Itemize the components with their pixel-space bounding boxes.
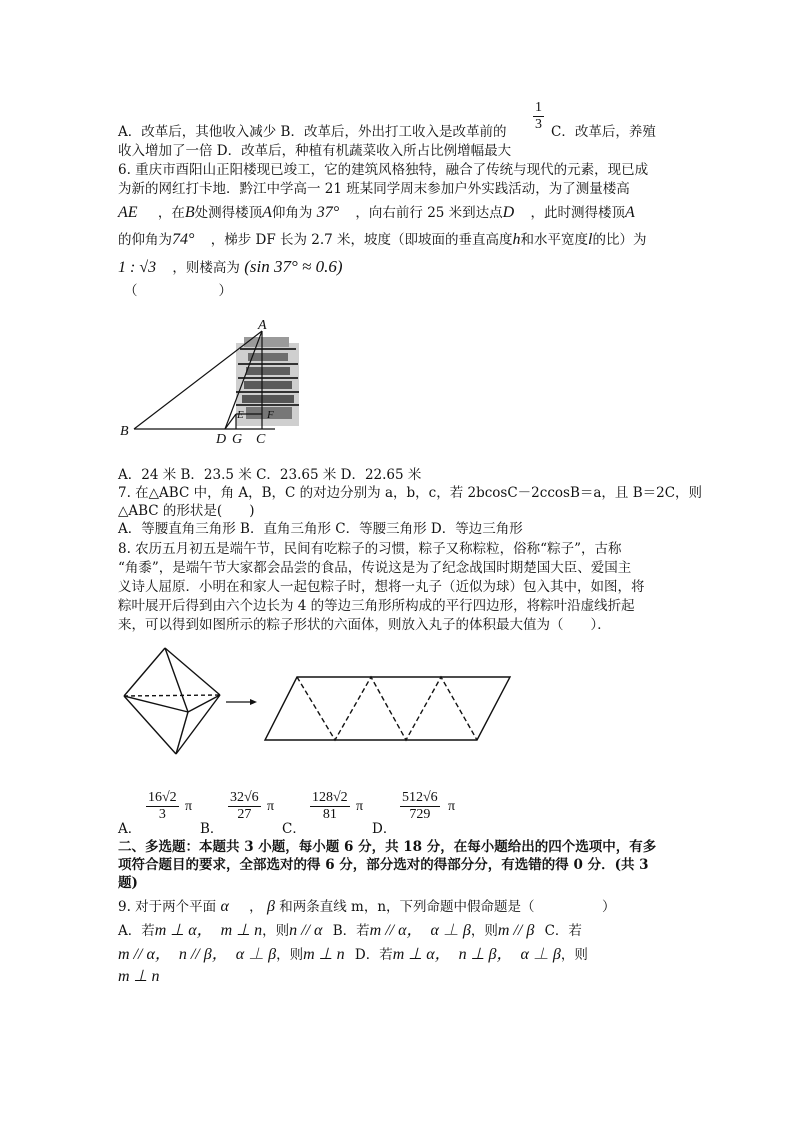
var-h: h [512,231,521,248]
q9-opt-A-label: A．若 [118,923,155,939]
line-DF [225,414,236,429]
q5-options-c [551,123,656,141]
label-E: E [237,409,244,421]
var-B: B [184,204,195,221]
slope-ratio: 1 : √3 [118,259,157,276]
q6-line4 [118,231,646,249]
math: m ⊥ n [118,968,160,985]
section2-line2: 项符合题目的要求，全部选对的得 6 分，部分选对的得部分分，有选错的得 0 分．(共 3 [118,857,649,873]
q8-zongzi-figure [110,640,530,760]
q9-text: ，则 [276,947,304,963]
q7-line2: △ABC 的形状是( ) [118,503,255,519]
q9-line-options-3 [118,968,160,986]
pi-symbol: π [267,799,275,814]
q7-line1: 7. 在△ABC 中，角 A，B，C 的对边分别为 a，b，c，若 2bcosC－2ccosB＝a，且 B＝2C，则 [118,485,703,501]
q9-text: ，则 [560,947,588,963]
frac-den: 27 [237,807,252,822]
var-A: A [262,204,272,221]
arrow-icon [226,699,257,705]
math: ， α ⊥ β [496,946,561,963]
frac-den: 81 [322,807,337,822]
q6-text: ，梯步 DF 长为 2.7 米，坡度（即坡面的垂直高度 [210,232,513,248]
frac-den: 3 [158,807,166,822]
q8-line2: “角黍”，是端午节大家都会品尝的食品，传说这是为了纪念战国时期楚国大臣、爱国主 [118,560,632,576]
q6-text: ，向右前行 25 米到达点 [355,205,503,221]
q8-opt-C-label: C． [282,821,306,837]
q9-text: ，则 [470,923,498,939]
q6-text: 处测得楼顶 [194,205,263,221]
q5-option-c-text: C．改革后，养殖 [551,124,656,140]
sin-approx: (sin 37° ≈ 0.6) [244,257,343,276]
q6-line2: 为新的网红打卡地．黔江中学高一 21 班某同学周末参加户外实践活动，为了测量楼高 [118,181,630,197]
q6-text: 的比）为 [592,232,647,248]
q9-line-options-2 [118,946,588,964]
q5-options-line2: 收入增加了一倍 D．改革后，种植有机蔬菜收入所占比例增幅最大 [118,143,512,159]
q8-opt-A-frac [146,790,179,823]
q9-text: ， [249,899,263,915]
q6-text: 和水平宽度 [520,232,589,248]
math: m // α [118,946,155,963]
section2-line1: 二、多选题：本题共 3 小题，每小题 6 分，共 18 分，在每小题给出的四个选项中，有多 [118,839,657,855]
frac-num: 128√2 [312,790,348,805]
q8-opt-D-label: D． [372,821,397,837]
math: ， α ⊥ β [406,922,471,939]
label-B: B [120,424,129,439]
label-D: D [216,432,227,447]
frac-num: 16√2 [148,790,177,805]
var-l: l [588,231,593,248]
math: n // α [289,922,323,939]
q6-text: ，在 [157,205,185,221]
math: ， n // β [154,946,212,963]
math: m // α [369,922,407,939]
math: m ⊥ n [303,946,345,963]
q5-fraction-den: 3 [535,117,542,132]
pi-symbol: π [448,799,456,814]
pi-symbol: π [356,799,364,814]
q9-text: 和两条直线 m，n，下列命题中假命题是（ ） [279,899,616,915]
q5-options-a-b: A．改革后，其他收入减少 B．改革后，外出打工收入是改革前的 [118,124,507,140]
var-beta: β [266,898,275,915]
angle-74: 74° [172,231,195,248]
hexahedron [124,648,220,754]
frac-num: 32√6 [230,790,259,805]
q8-line3: 义诗人屈原．小明在和家人一起包粽子时，想将一丸子（近似为球）包入其中，如图，将 [118,579,645,595]
math: m ⊥ α [154,922,197,939]
q6-text: ，此时测得楼顶 [530,205,626,221]
q6-tower-figure [110,315,310,450]
pi-symbol: π [185,799,193,814]
q6-text: 的仰角为 [118,232,172,248]
math: m ⊥ α [392,946,435,963]
q6-line3 [118,204,635,222]
q9-stem [118,898,616,916]
label-A: A [258,318,267,333]
q9-opt-C-label: C．若 [544,923,582,939]
parallelogram-net [265,677,510,740]
q8-opt-C-frac [310,790,350,823]
angle-37: 37° [316,204,340,221]
q6-answer-paren: （ ） [124,283,232,299]
q5-options-line1 [118,123,506,141]
math: m // β [497,922,535,939]
q9-opt-B-label: B．若 [332,923,370,939]
q8-line1: 8. 农历五月初五是端午节，民间有吃粽子的习惯，粽子又称粽粒，俗称“粽子”，古称 [118,541,622,557]
label-C: C [256,432,266,447]
q8-opt-A-label: A． [118,821,142,837]
q6-line5 [118,258,343,277]
label-F: F [267,409,274,421]
q6-line1: 6. 重庆市酉阳山正阳楼现已竣工，它的建筑风格独特，融合了传统与现代的元素，现已成 [118,162,649,178]
q9-text: ，则 [262,923,290,939]
q6-options: A．24 米 B．23.5 米 C．23.65 米 D．22.65 米 [118,467,422,483]
math: ， m ⊥ n [196,922,263,939]
label-G: G [232,432,243,447]
q8-line4: 粽叶展开后得到由六个边长为 4 的等边三角形所构成的平行四边形，将粽叶沿虚线折起 [118,598,635,614]
q8-line5: 来，可以得到如图所示的粽子形状的六面体，则放入丸子的体积最大值为（ ）． [118,617,611,633]
q7-options: A．等腰直角三角形 B．直角三角形 C．等腰三角形 D．等边三角形 [118,521,523,537]
q6-text: 仰角为 [271,205,313,221]
math: ， n ⊥ β [434,946,497,963]
section2-line3: 题) [118,875,138,891]
q8-opt-B-label: B． [200,821,224,837]
q9-text: 9. 对于两个平面 [118,899,217,915]
frac-num: 512√6 [402,790,438,805]
q5-fraction [533,100,544,133]
q5-fraction-num: 1 [535,100,542,115]
q6-text: ，则楼高为 [172,260,240,276]
var-alpha: α [220,898,229,915]
q9-opt-D-label: D．若 [354,947,393,963]
var-D: D [502,204,515,221]
math: ， α ⊥ β [211,946,277,963]
var-AE: AE [118,204,138,221]
q8-opt-B-frac [228,790,261,823]
q8-opt-D-frac [400,790,440,823]
frac-den: 729 [409,807,431,822]
q9-line-options-1 [118,922,582,940]
var-A: A [625,204,635,221]
